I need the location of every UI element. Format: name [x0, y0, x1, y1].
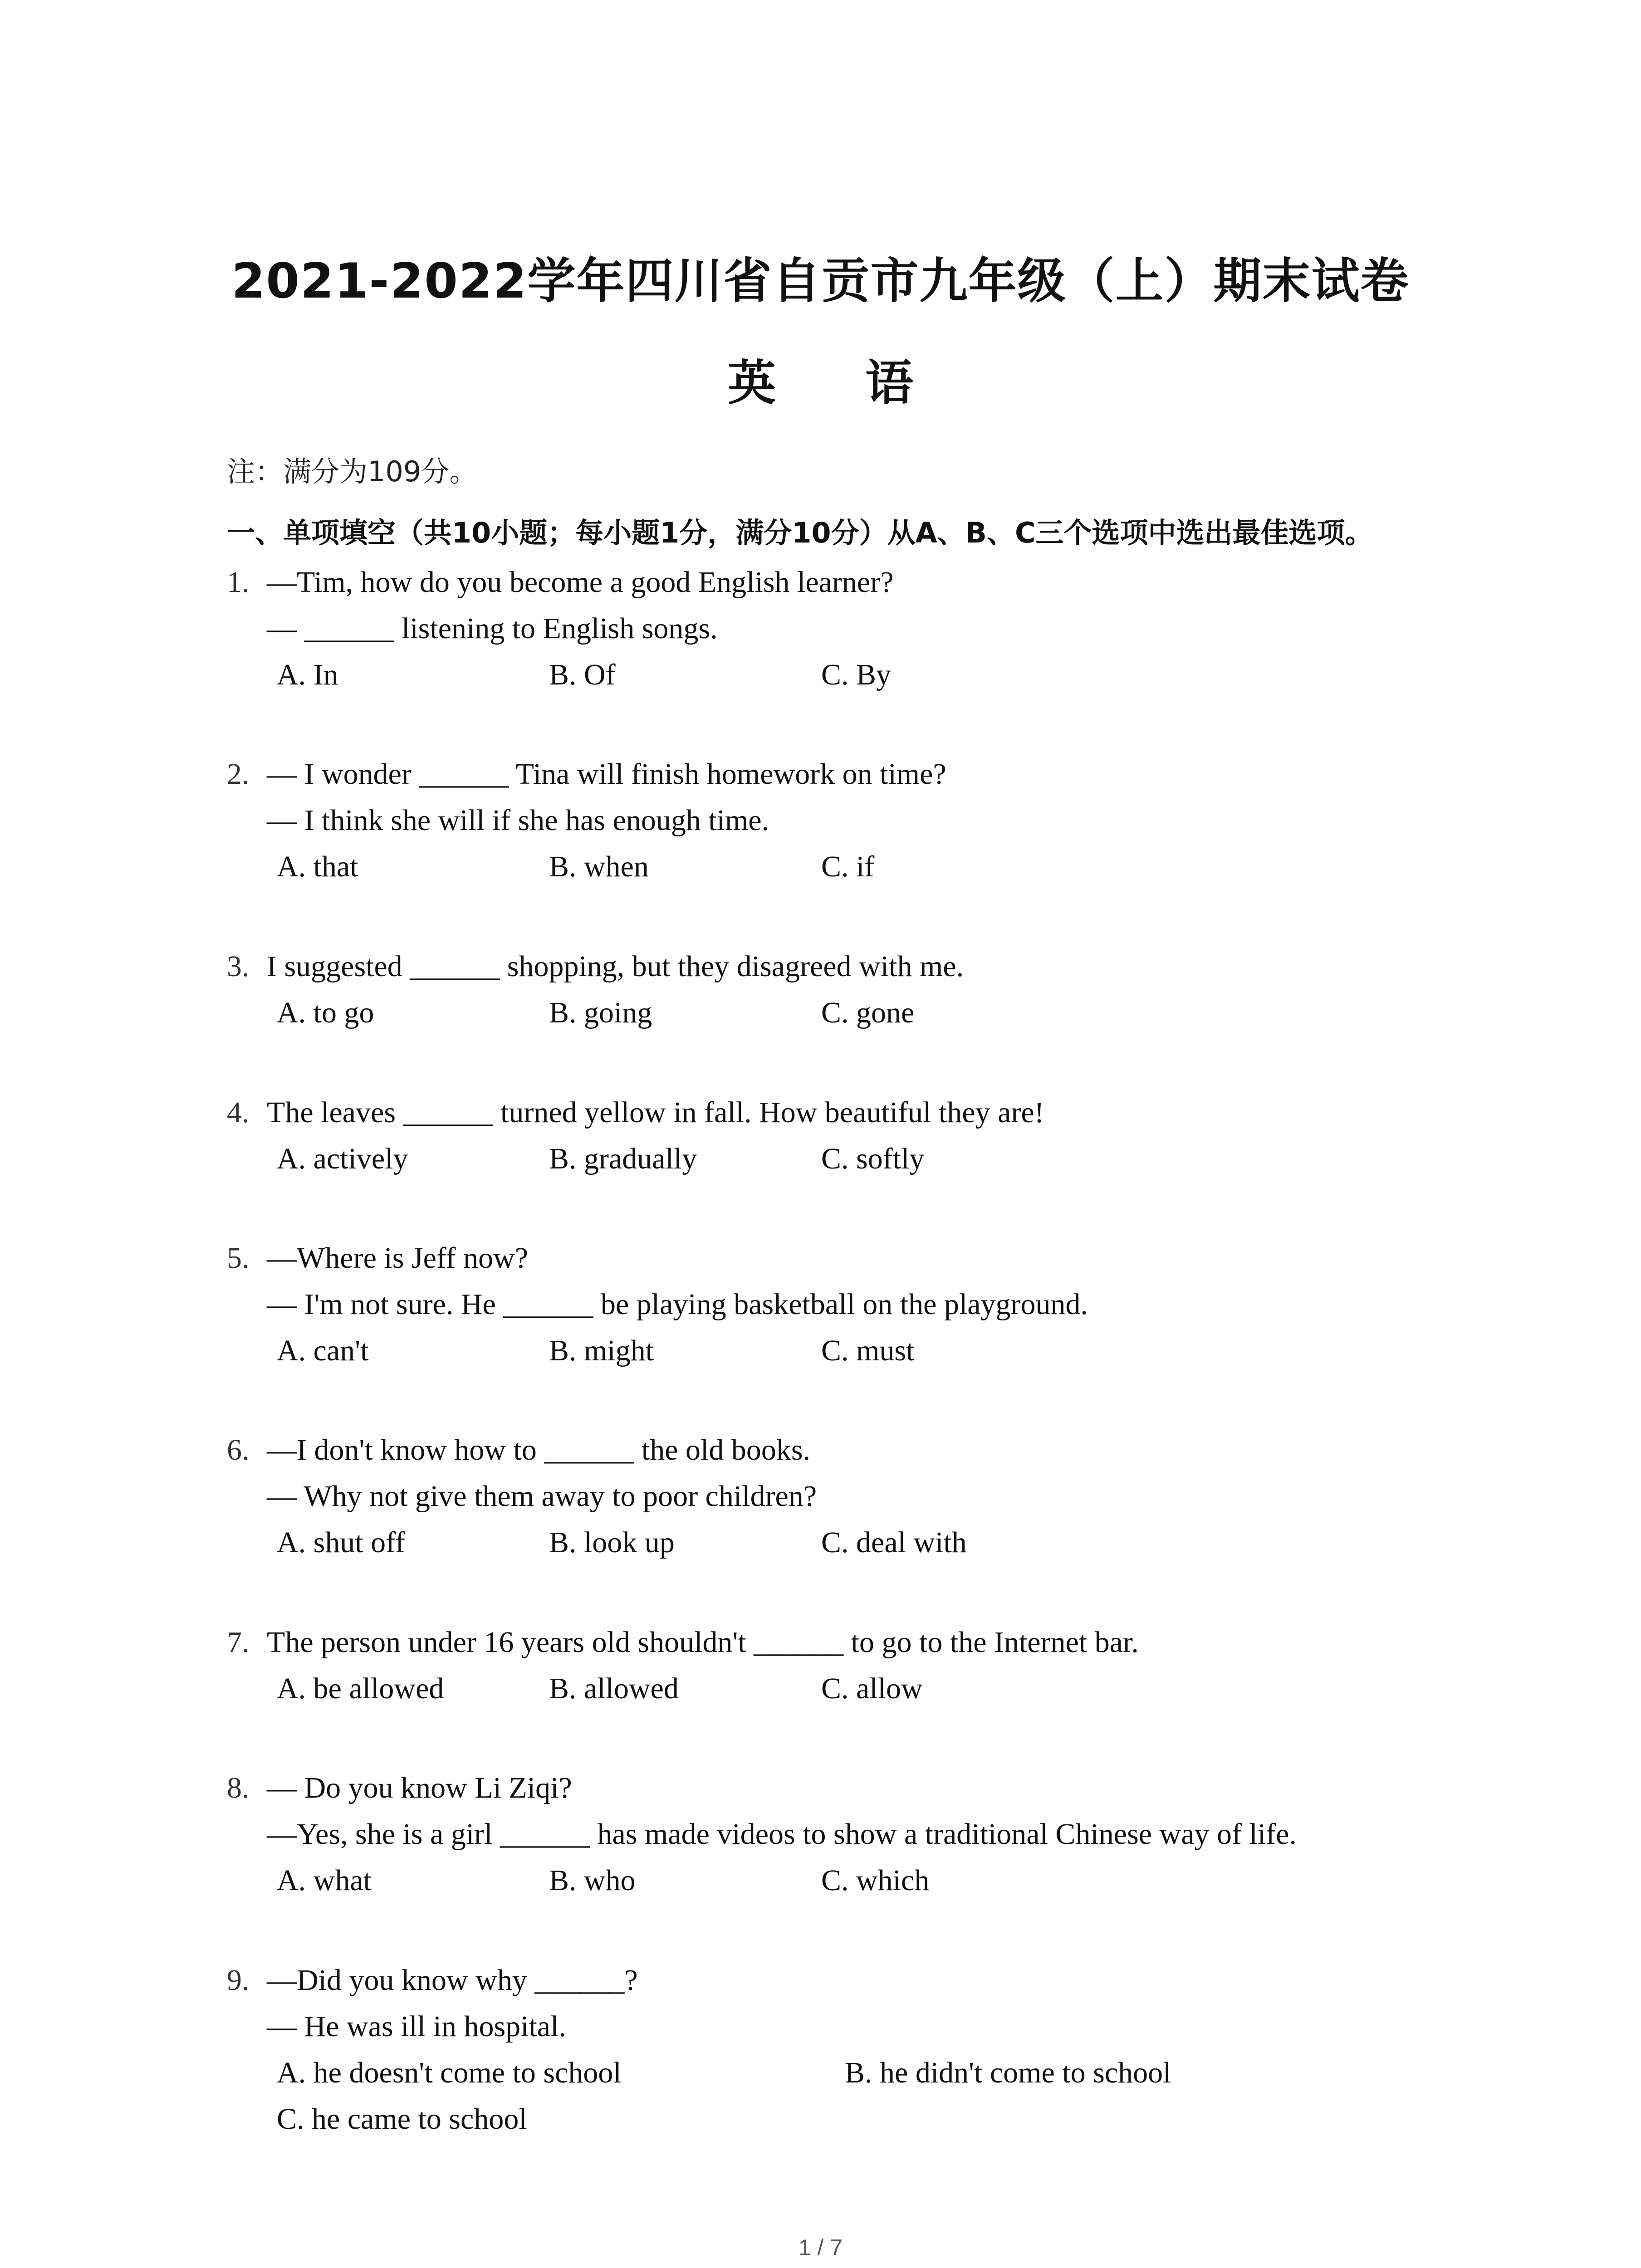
option-c: C. deal with [821, 1526, 967, 1559]
options-row [227, 652, 1588, 698]
option-a: A. that [277, 850, 358, 883]
section-heading: 一、单项填空（共10小题；每小题1分，满分10分）从A、B、C三个选项中选出最佳选项。 [227, 516, 1373, 549]
options-row [227, 844, 1588, 890]
options-row [227, 1328, 1588, 1374]
question-text: — I'm not sure. He ______ be playing basketball on the playground. [267, 1288, 1088, 1321]
question-number: 6. [227, 1433, 250, 1466]
option-a: A. be allowed [277, 1672, 444, 1705]
options-row [227, 2096, 1588, 2142]
option-b: B. when [549, 850, 649, 883]
options-row [227, 2050, 1588, 2096]
question-8 [227, 1765, 1588, 1904]
option-a: A. to go [277, 996, 374, 1029]
option-a: A. In [277, 658, 338, 691]
option-b: B. might [549, 1334, 654, 1367]
subject-title: 英 语 [728, 355, 950, 411]
question-number: 3. [227, 950, 250, 983]
question-number: 8. [227, 1771, 250, 1804]
question-9 [227, 1957, 1588, 2142]
option-a: A. he doesn't come to school [277, 2056, 622, 2089]
question-text: — Why not give them away to poor children? [267, 1480, 817, 1513]
question-6 [227, 1427, 1588, 1566]
question-text: — I think she will if she has enough time. [267, 804, 769, 837]
question-text: I suggested ______ shopping, but they disagreed with me. [267, 950, 964, 983]
page-number: 1 / 7 [798, 2235, 843, 2260]
option-b: B. he didn't come to school [845, 2056, 1171, 2089]
option-a: A. can't [277, 1334, 369, 1367]
option-c: C. which [821, 1864, 930, 1897]
option-b: B. allowed [549, 1672, 679, 1705]
option-b: B. Of [549, 658, 616, 691]
score-note: 注：满分为109分。 [227, 455, 478, 488]
question-text: — ______ listening to English songs. [267, 612, 718, 645]
option-c: C. must [821, 1334, 915, 1367]
question-text: —I don't know how to ______ the old books. [267, 1433, 811, 1466]
option-b: B. who [549, 1864, 636, 1897]
option-b: B. look up [549, 1526, 675, 1559]
options-row [227, 1136, 1588, 1182]
question-7 [227, 1619, 1588, 1712]
options-row [227, 1666, 1588, 1712]
option-c: C. By [821, 658, 892, 691]
question-text: — Do you know Li Ziqi? [267, 1771, 572, 1804]
question-number: 9. [227, 1964, 250, 1997]
question-2 [227, 751, 1588, 890]
question-number: 1. [227, 566, 250, 599]
page-title: 2021-2022学年四川省自贡市九年级（上）期末试卷 [231, 253, 1410, 309]
option-a: A. actively [277, 1142, 408, 1175]
question-number: 7. [227, 1626, 250, 1659]
options-row [227, 1520, 1588, 1566]
question-5 [227, 1235, 1588, 1374]
option-a: A. what [277, 1864, 372, 1897]
option-c: C. he came to school [277, 2102, 527, 2136]
question-text: — I wonder ______ Tina will finish homework on time? [267, 758, 946, 791]
option-b: B. gradually [549, 1142, 697, 1175]
option-b: B. going [549, 996, 652, 1029]
question-text: The person under 16 years old shouldn't ______ to go to the Internet bar. [267, 1626, 1139, 1659]
question-number: 2. [227, 758, 250, 791]
question-text: —Where is Jeff now? [267, 1242, 529, 1275]
option-c: C. if [821, 850, 875, 883]
question-text: —Tim, how do you become a good English learner? [267, 566, 894, 599]
options-row [227, 990, 1588, 1036]
options-row [227, 1857, 1588, 1904]
option-c: C. allow [821, 1672, 923, 1705]
question-text: — He was ill in hospital. [267, 2010, 566, 2043]
question-text: The leaves ______ turned yellow in fall. How beautiful they are! [267, 1096, 1044, 1129]
question-1 [227, 559, 1588, 698]
question-number: 4. [227, 1096, 250, 1129]
question-3 [227, 943, 1588, 1036]
question-text: —Yes, she is a girl ______ has made videos to show a traditional Chinese way of life. [267, 1818, 1297, 1851]
option-c: C. softly [821, 1142, 925, 1175]
question-text: —Did you know why ______? [267, 1964, 638, 1997]
option-c: C. gone [821, 996, 915, 1029]
question-4 [227, 1090, 1588, 1182]
option-a: A. shut off [277, 1526, 405, 1559]
question-number: 5. [227, 1242, 250, 1275]
